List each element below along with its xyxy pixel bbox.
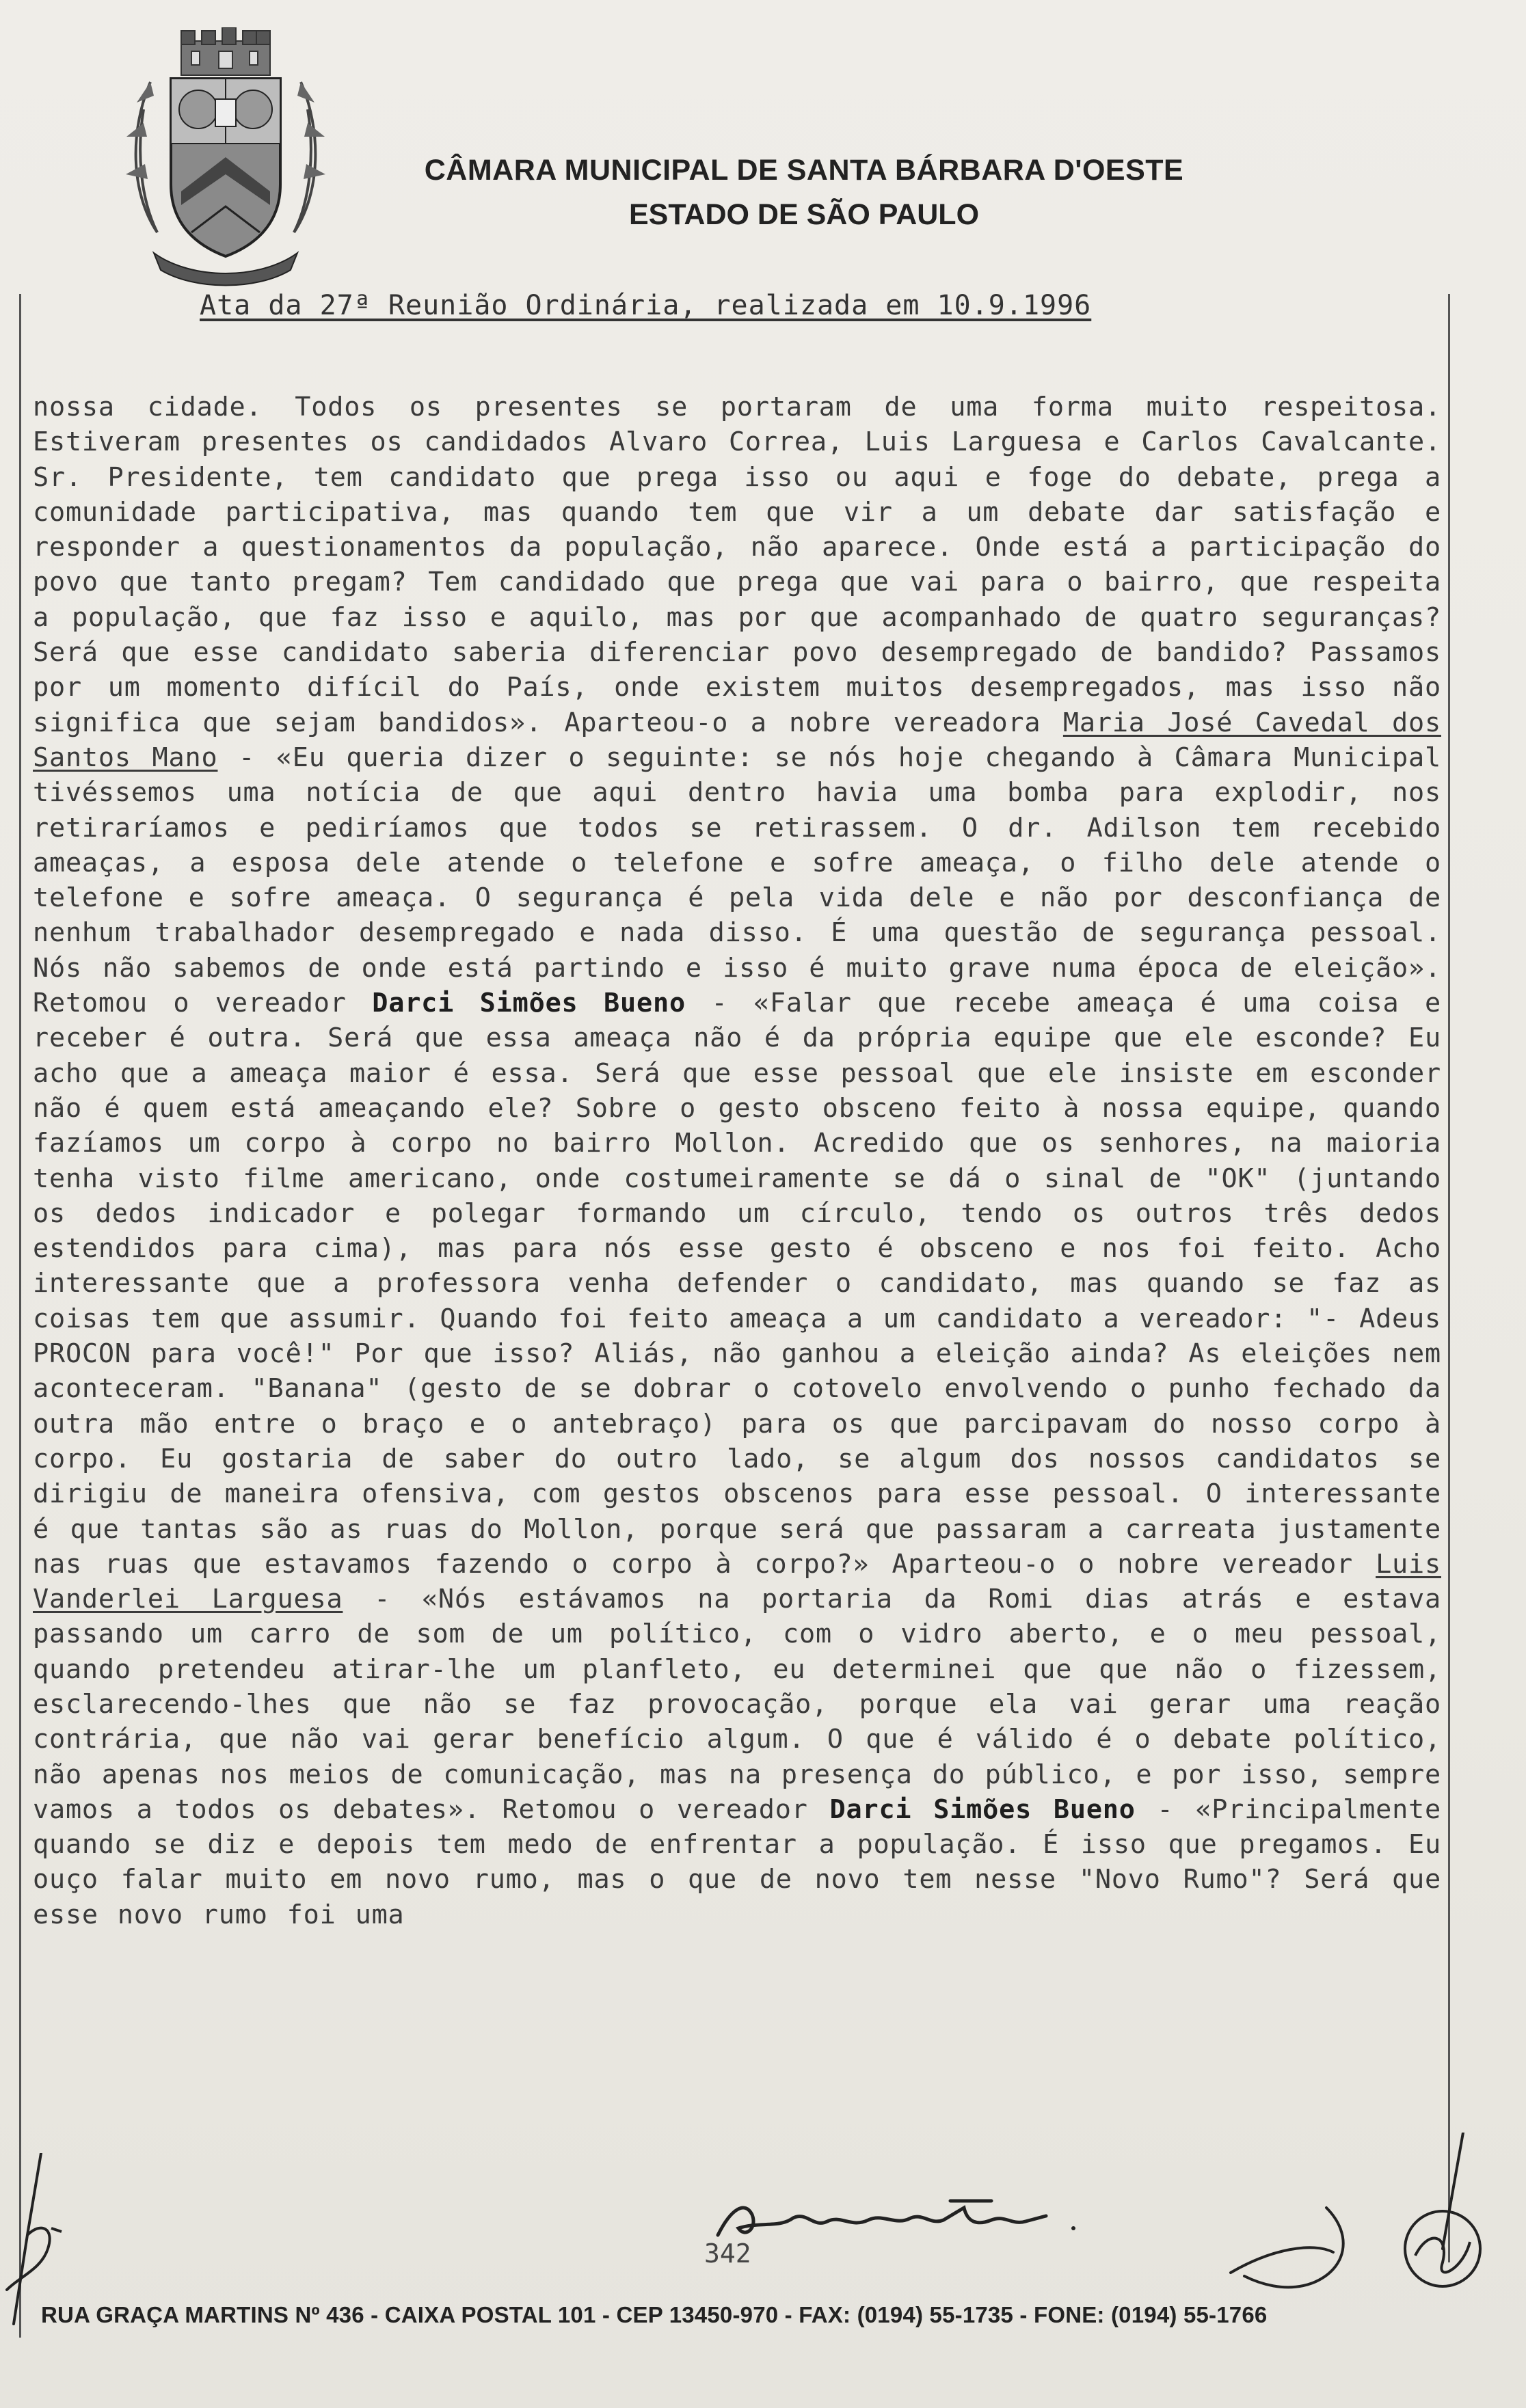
margin-signature-icon bbox=[0, 2153, 82, 2372]
paragraph-text: - «Falar que recebe ameaça é uma coisa e receber é outra. Será que essa ameaça não é da própria equipe que ele esconde? Eu acho que a ameaça maior é essa. Será que esse pessoal que ele insiste em esconder não é quem está ameaçando ele? Sobre o gesto obsceno feito à nossa equipe, quando fazíamos um corpo à corpo no bairro Mollon. Acredido que os senhores, na maioria tenha visto filme americano, onde costumeiramente se dá o sinal de "OK" (juntando os dedos indicador e polegar formando um círculo, tendo os outros três dedos estendidos para cima), mas para nós esse gesto é obsceno e nos foi feito. Acho interessante que a professora venha defender o candidato, mas quando se faz as coisas tem que assumir. Quando foi feito ameaça a um candidato a vereador: "- Adeus PROCON para você!" Por que isso? Aliás, não ganhou a eleição ainda? As eleições nem aconteceram. "Banana" (gesto de se dobrar o cotovelo envolvendo o punho fechado da outra mão entre o braço e o antebraço) para os que parcipavam do nosso corpo à corpo. Eu gostaria de saber do outro lado, se algum dos nossos candidatos se dirigiu de maneira ofensiva, com gestos obscenos para esse pessoal. O interessante é que tantas são as ruas do Mollon, porque será que passaram a carreata justamente nas ruas que estavamos fazendo o corpo à corpo?» Aparteou-o o nobre vereador bbox=[33, 988, 1441, 1580]
right-margin-rule bbox=[1448, 294, 1450, 2262]
handwritten-signature-icon bbox=[704, 2180, 1128, 2256]
minutes-body bbox=[33, 390, 1441, 1932]
page-number: 342 bbox=[704, 2238, 751, 2269]
paragraph-text: - «Principalmente quando se diz e depois tem medo de enfrentar a população. É isso que pregamos. Eu ouço falar muito em novo rumo, mas o que de novo tem nesse "Novo Rumo"? Será que esse novo rumo foi uma bbox=[33, 1794, 1442, 1930]
speaker-name-darci: Darci Simões Bueno bbox=[372, 988, 686, 1019]
ata-title: Ata da 27ª Reunião Ordinária, realizada em 10.9.1996 bbox=[200, 290, 1092, 321]
speaker-name-darci: Darci Simões Bueno bbox=[829, 1794, 1136, 1825]
paragraph-text: nossa cidade. Todos os presentes se portaram de uma forma muito respeitosa. Estiveram presentes os candidados Alvaro Correa, Luis Larguesa e Carlos Cavalcante. Sr. Presidente, tem candidato que prega isso ou aqui e foge do debate, prega a comunidade participativa, mas quando tem que vir a um debate dar satisfação e responder a questionamentos da população, não aparece. Onde está a participação do povo que tanto pregam? Tem candidado que prega que vai para o bairro, que respeita a população, que faz isso e aquilo, mas por que acompanhado de quatro seguranças? Será que esse candidato saberia diferenciar povo desempregado de bandido? Passamos por um momento difícil do País, onde existem muitos desempregados, mas isso não significa que sejam bandidos». Aparteou-o a nobre vereadora bbox=[33, 392, 1441, 738]
chamber-name: CÂMARA MUNICIPAL DE SANTA BÁRBARA D'OESTE bbox=[424, 154, 1184, 187]
left-margin-rule bbox=[19, 294, 21, 2338]
speaker-name-maria: Maria José Cavedal dos Santos Mano bbox=[33, 707, 1441, 773]
paragraph-text: - «Eu queria dizer o seguinte: se nós hoje chegando à Câmara Municipal tivéssemos uma notícia de que aqui dentro havia uma bomba para explodir, nos retiraríamos e pediríamos que todos se retirassem. O dr. Adilson tem recebido ameaças, a esposa dele atende o telefone e sofre ameaça, o filho dele atende o telefone e sofre ameaça. O segurança é pela vida dele e não por desconfiança de nenhum trabalhador desempregado e nada disso. É uma questão de segurança pessoal. Nós não sabemos de onde está partindo e isso é muito grave numa época de eleição». Retomou o vereador bbox=[33, 742, 1441, 1019]
footer-address: RUA GRAÇA MARTINS Nº 436 - CAIXA POSTAL 101 - CEP 13450-970 - FAX: (0194) 55-1735 - FONE: (0194) 55-1766 bbox=[41, 2302, 1268, 2327]
initials-signature-icon bbox=[1217, 2133, 1518, 2317]
speaker-name-luis: Luis Vanderlei Larguesa bbox=[33, 1548, 1441, 1615]
state-name: ESTADO DE SÃO PAULO bbox=[628, 198, 980, 231]
paragraph-text: - «Nós estávamos na portaria da Romi dias atrás e estava passando um carro de som de um político, com o vidro aberto, e o meu pessoal, quando pretendeu atirar-lhe um planfleto, eu determinei que que não o fizessem, esclarecendo-lhes que não se faz provocação, porque ela vai gerar uma reação contrária, que não vai gerar benefício algum. O que é válido é o debate político, não apenas nos meios de comunicação, mas na presença do público, e por isso, sempre vamos a todos os debates». Retomou o vereador bbox=[33, 1584, 1441, 1825]
